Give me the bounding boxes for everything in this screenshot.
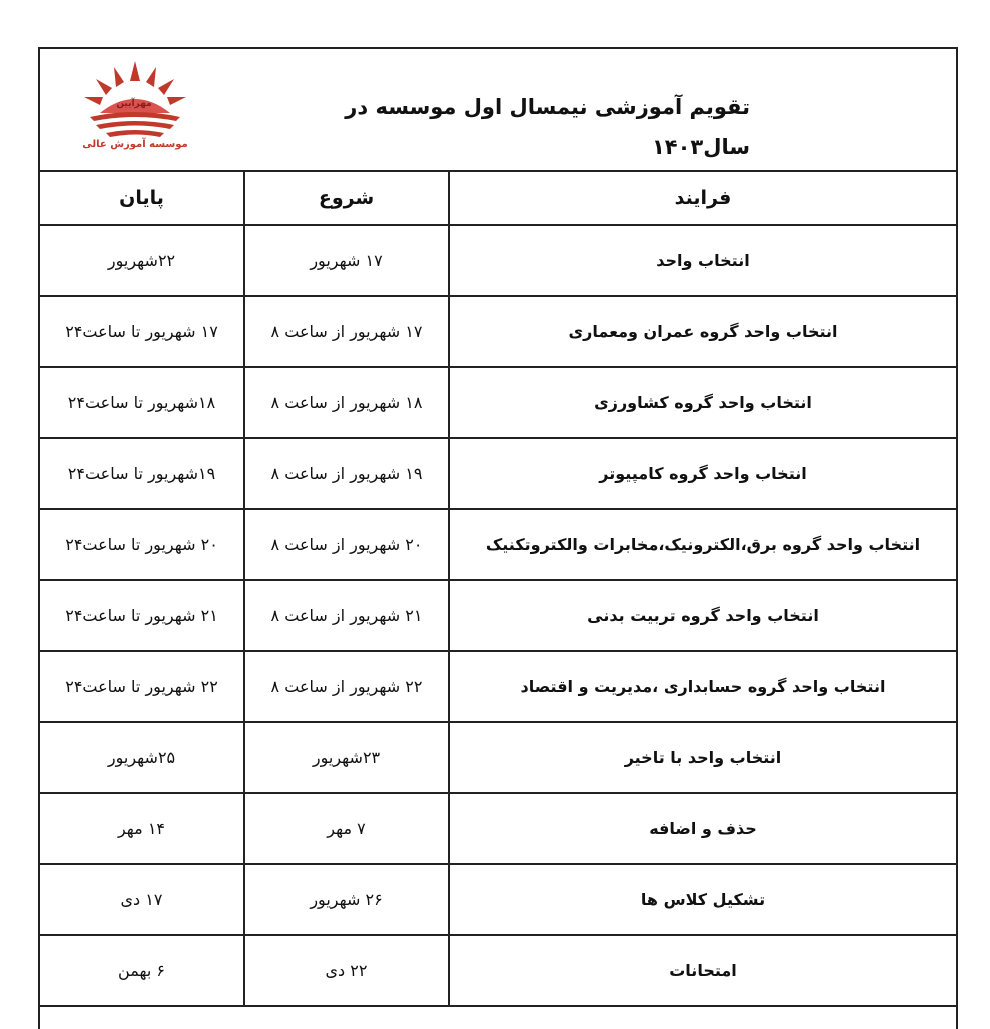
column-header-end: پایان [40, 172, 244, 225]
table-header-row [40, 172, 956, 225]
table-row [40, 793, 956, 864]
process-cell: انتخاب واحد گروه تربیت بدنی [449, 580, 956, 651]
process-cell: انتخاب واحد [449, 225, 956, 296]
end-cell: ۱۴ مهر [40, 793, 244, 864]
table-row [40, 580, 956, 651]
end-cell: ۲۲ شهریور تا ساعت۲۴ [40, 651, 244, 722]
start-cell: ۱۷ شهریور از ساعت ۸ [244, 296, 449, 367]
end-cell: ۲۵شهریور [40, 722, 244, 793]
logo-subtitle: موسسه آموزش عالی [82, 139, 188, 150]
end-cell: ۱۸شهریور تا ساعت۲۴ [40, 367, 244, 438]
start-cell: ۲۲ دی [244, 935, 449, 1006]
process-cell: امتحانات [449, 935, 956, 1006]
start-cell: ۲۲ شهریور از ساعت ۸ [244, 651, 449, 722]
page-title: تقویم آموزشی نیمسال اول موسسه در سال۱۴۰۳ [345, 95, 750, 159]
table-row [40, 935, 956, 1006]
process-cell: انتخاب واحد گروه عمران ومعماری [449, 296, 956, 367]
logo-name: مهرآیین [116, 99, 152, 109]
calendar-sheet [38, 47, 958, 1029]
sunburst-logo-icon [76, 55, 194, 139]
end-cell: ۲۰ شهریور تا ساعت۲۴ [40, 509, 244, 580]
process-cell: حذف و اضافه [449, 793, 956, 864]
end-cell: ۱۷ دی [40, 864, 244, 935]
institute-logo [76, 55, 194, 163]
end-cell: ۲۲شهریور [40, 225, 244, 296]
start-cell: ۲۰ شهریور از ساعت ۸ [244, 509, 449, 580]
start-cell: ۲۶ شهریور [244, 864, 449, 935]
start-cell: ۲۳شهریور [244, 722, 449, 793]
start-cell: ۲۱ شهریور از ساعت ۸ [244, 580, 449, 651]
process-cell: انتخاب واحد گروه برق،الکترونیک،مخابرات والکتروتکنیک [449, 509, 956, 580]
table-row [40, 367, 956, 438]
table-row [40, 509, 956, 580]
end-cell: ۱۹شهریور تا ساعت۲۴ [40, 438, 244, 509]
end-cell: ۲۱ شهریور تا ساعت۲۴ [40, 580, 244, 651]
process-cell: انتخاب واحد گروه حسابداری ،مدیریت و اقتصاد [449, 651, 956, 722]
column-header-process: فرایند [449, 172, 956, 225]
start-cell: ۱۷ شهریور [244, 225, 449, 296]
process-cell: تشکیل کلاس ها [449, 864, 956, 935]
table-row [40, 864, 956, 935]
process-cell: انتخاب واحد گروه کشاورزی [449, 367, 956, 438]
column-header-start: شروع [244, 172, 449, 225]
start-cell: ۱۸ شهریور از ساعت ۸ [244, 367, 449, 438]
table-row [40, 225, 956, 296]
process-cell: انتخاب واحد با تاخیر [449, 722, 956, 793]
process-cell: انتخاب واحد گروه کامپیوتر [449, 438, 956, 509]
table-row [40, 722, 956, 793]
table-row [40, 438, 956, 509]
table-row [40, 296, 956, 367]
end-cell: ۱۷ شهریور تا ساعت۲۴ [40, 296, 244, 367]
start-cell: ۷ مهر [244, 793, 449, 864]
schedule-table [40, 172, 956, 1007]
end-cell: ۶ بهمن [40, 935, 244, 1006]
header [40, 49, 956, 172]
start-cell: ۱۹ شهریور از ساعت ۸ [244, 438, 449, 509]
table-row [40, 651, 956, 722]
